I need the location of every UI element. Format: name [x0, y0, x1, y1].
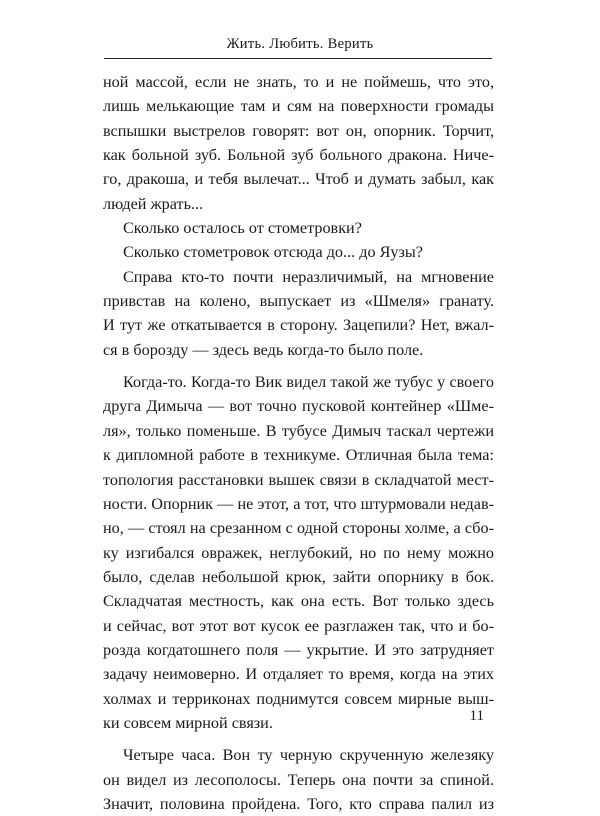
text-line: Справа кто-то почти неразличимый, на мгновение	[123, 267, 494, 286]
text-line: к дипломной работе в техникуме. Отличная была тема:	[103, 446, 494, 465]
text-line: и сейчас, вот этот вот кусок ее разглажен так, что и бо-	[103, 616, 494, 635]
paragraph-gap	[103, 735, 494, 743]
text-line: ки совсем мирной связи.	[103, 713, 273, 732]
text-line: вспышки выстрелов говорят: вот он, опорник. Торчит,	[103, 121, 494, 140]
text-line: но, — стоял на срезанном с одной стороны холме, а сбо-	[103, 519, 494, 538]
header-rule	[104, 58, 492, 59]
text-line: Складчатая местность, как она есть. Вот только здесь	[103, 592, 494, 611]
page-number: 11	[469, 708, 484, 724]
paragraph-gap	[103, 362, 494, 370]
page-body	[103, 70, 494, 816]
text-line: го, дракоша, и тебя вылечат... Чтоб и думать забыл, как	[103, 170, 494, 189]
text-line: Четыре часа. Вон ту черную скрученную железяку	[123, 746, 494, 765]
text-line: ля», только поменьше. В тубусе Димыч таскал чертежи	[103, 421, 494, 440]
text-line: холмах и терриконах поднимутся совсем мирные выш-	[103, 689, 494, 708]
text-line: лишь мелькающие там и сям на поверхности громады	[103, 97, 494, 116]
text-line: И тут же откатывается в сторону. Зацепили? Нет, вжал-	[103, 316, 494, 335]
text-line: было, сделав небольшой крюк, зайти опорнику в бок.	[103, 567, 494, 586]
text-line: ся в борозду — здесь ведь когда-то было поле.	[103, 340, 424, 359]
text-line: как больной зуб. Больной зуб больного дракона. Ниче-	[103, 146, 494, 165]
text-line: Значит, половина пройдена. Того, кто справа палил из	[103, 794, 494, 813]
text-line: Когда-то. Когда-то Вик видел такой же тубус у своего	[123, 373, 494, 392]
text-line: ности. Опорник — не этот, а тот, что штурмовали недав-	[103, 494, 494, 513]
text-line: людей жрать...	[103, 194, 204, 213]
text-line: привстав на колено, выпускает из «Шмеля» гранату.	[103, 292, 494, 311]
text-line: розда когдатошнего поля — укрытие. И это затрудняет	[103, 640, 494, 659]
text-line: друга Димыча — вот точно пусковой контейнер «Шме-	[103, 397, 494, 416]
running-header: Жить. Любить. Верить	[226, 36, 374, 52]
text-line: ной массой, если не знать, то и не поймешь, что это,	[103, 73, 494, 91]
text-line: Сколько стометровок отсюда до... до Яузы?	[123, 243, 423, 262]
text-line: Сколько осталось от стометровки?	[123, 219, 362, 238]
text-line: топология расстановки вышек связи в складчатой мест-	[103, 470, 494, 489]
text-line: он видел из лесополосы. Теперь она почти за спиной.	[103, 770, 494, 789]
text-line: ку изгибался овражек, неглубокий, но по нему можно	[103, 543, 494, 562]
text-line: задачу неимоверно. И отдаляет то время, когда на этих	[103, 665, 494, 684]
